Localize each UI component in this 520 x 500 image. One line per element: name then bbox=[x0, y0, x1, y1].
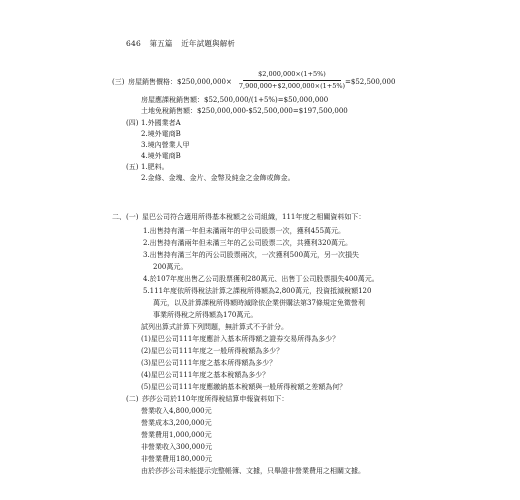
instruction: 試列出算式計算下列問題，無計算式不予計分。 bbox=[141, 323, 288, 331]
page-header bbox=[126, 38, 241, 49]
part3-label: (三) bbox=[112, 78, 125, 86]
fact-line: 萬元，以及計算課稅所得額時減除依企業併購法第37條規定免徵營利 bbox=[153, 299, 365, 307]
sasa-item: 營業收入4,800,000元 bbox=[141, 407, 212, 415]
fraction-numerator: $2,000,000×(1+5%) bbox=[258, 70, 326, 78]
part2-intro: 莎莎公司於110年度所得稅結算申報資料如下： bbox=[142, 395, 289, 403]
question-line: (5)星巴公司111年度應繳納基本稅額與一般所得稅額之差額為何？ bbox=[141, 383, 347, 391]
q2-label: 二、(一) bbox=[112, 213, 139, 221]
part4-item: 4.境外電商B bbox=[141, 152, 181, 160]
q2-intro: 星巴公司符合適用所得基本稅額之公司組織，111年度之相關資料如下： bbox=[142, 213, 366, 221]
fact-line: 事業所得稅之所得額為170萬元。 bbox=[153, 311, 258, 319]
fact-line: 200萬元。 bbox=[153, 263, 188, 271]
question-line: (3)星巴公司111年度之基本所得額為多少？ bbox=[141, 359, 277, 367]
part4-item: 3.境內營業人甲 bbox=[141, 141, 190, 149]
land-line: 土地免稅銷售額：$250,000,000-$52,500,000=$197,500,000 bbox=[141, 107, 348, 115]
fraction-line bbox=[243, 80, 341, 81]
part4-item: 1.外國業者A bbox=[141, 119, 181, 127]
question-line: (1)星巴公司111年度應計入基本所得額之證券交易所得為多少？ bbox=[141, 335, 340, 343]
question-line: (4)星巴公司111年度之基本稅額為多少？ bbox=[141, 371, 270, 379]
chapter-title: 近年試題與解析 bbox=[181, 39, 236, 48]
part5-label: (五) bbox=[126, 163, 139, 171]
fact-line: 4.於107年度出售乙公司股票獲利280萬元、出售丁公司股票損失400萬元。 bbox=[143, 275, 379, 283]
sasa-item: 營業費用1,000,000元 bbox=[141, 431, 212, 439]
part5-item: 2.金條、金塊、金片、金幣及純金之金飾或飾金。 bbox=[141, 174, 295, 182]
fact-line: 5.111年度依所得稅法計算之課稅所得額為2,800萬元，投資抵減稅額120 bbox=[143, 287, 372, 295]
chapter-label: 第五篇 bbox=[149, 39, 173, 48]
sasa-item: 非營業收入300,000元 bbox=[141, 443, 212, 451]
sasa-note: 由於莎莎公司未能提示完整帳簿、文據，只舉證非營業費用之相關文據。 bbox=[141, 467, 365, 475]
sasa-item: 營業成本3,200,000元 bbox=[141, 419, 212, 427]
question-line: (2)星巴公司111年度之一般所得稅額為多少？ bbox=[141, 347, 284, 355]
page-number: 646 bbox=[126, 39, 141, 48]
fact-line: 3.出售持有滿三年的丙公司股票兩次，一次獲利500萬元，另一次損失 bbox=[143, 251, 360, 259]
part2-label: (二) bbox=[126, 395, 139, 403]
fact-line: 2.出售持有滿兩年但未滿三年的乙公司股票二次，共獲利320萬元。 bbox=[143, 239, 353, 247]
fraction-denominator: 7,900,000+$2,000,000×(1+5%) bbox=[238, 82, 346, 90]
fact-line: 1.出售持有滿一年但未滿兩年的甲公司股票一次，獲利455萬元。 bbox=[143, 227, 346, 235]
sasa-item: 非營業費用180,000元 bbox=[141, 455, 212, 463]
part4-label: (四) bbox=[126, 119, 139, 127]
house-tax-line: 房屋應課稅銷售額：$52,500,000/(1+5%)=$50,000,000 bbox=[141, 96, 329, 104]
part5-item: 1.肥料。 bbox=[141, 163, 169, 171]
house-price-prefix: 房屋銷售價格：$250,000,000× bbox=[128, 78, 232, 86]
part4-item: 2.境外電商B bbox=[141, 130, 181, 138]
house-price-result: =$52,500,000 bbox=[345, 78, 396, 86]
